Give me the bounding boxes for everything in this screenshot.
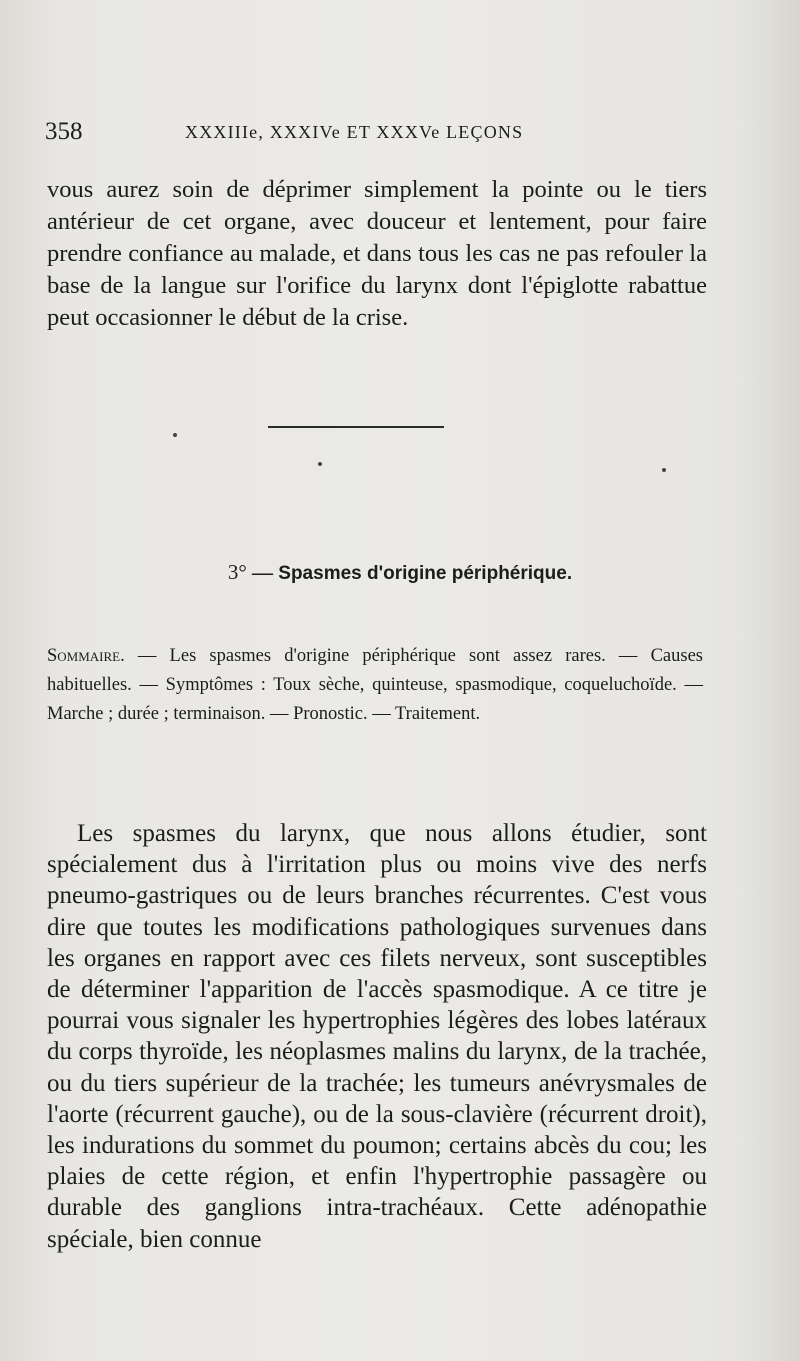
summary-text: — Les spasmes d'origine périphérique sont assez rares. — Causes habituelles. — Symptômes : Toux sèche, quinteuse, spasmodique, coqueluchoïde. — Marche ; durée ; terminaison. — Pronostic. — Traitement. xyxy=(47,646,703,724)
print-speck xyxy=(318,462,322,466)
section-number: 3° xyxy=(227,560,247,584)
main-paragraph: Les spasmes du larynx, que nous allons étudier, sont spécialement dus à l'irritation plus ou moins vive des nerfs pneumo-gastriques ou de leurs branches récurrentes. C'est vous dire que toutes les modifications pathologiques survenues dans les organes en rapport avec ces filets nerveux, sont susceptibles de déterminer l'apparition de l'accès spasmodique. A ce titre je pourrai vous signaler les hypertrophies légères des lobes latéraux du corps thyroïde, les néoplasmes malins du larynx, de la trachée, ou du tiers supérieur de la trachée; les tumeurs anévrysmales de l'aorte (récurrent gauche), ou de la sous-clavière (récurrent droit), les indurations du sommet du poumon; certains abcès du cou; les plaies de cette région, et enfin l'hypertrophie passagère ou durable des ganglions intra-trachéaux. Cette adénopathie spéciale, bien connue xyxy=(47,820,707,1253)
paragraph-continued: vous aurez soin de déprimer simplement la pointe ou le tiers antérieur de cet organe, avec douceur et lentement, pour faire prendre confiance au malade, et dans tous les cas ne pas refouler la base de la langue sur l'orifice du larynx dont l'épiglotte rabattue peut occasionner le début de la crise. xyxy=(47,176,707,331)
page-number: 358 xyxy=(45,118,83,145)
summary-label: Sommaire. xyxy=(47,646,125,666)
section-title: Spasmes d'origine périphérique. xyxy=(278,563,573,584)
print-speck xyxy=(662,468,666,472)
summary-block xyxy=(47,642,703,729)
print-speck xyxy=(173,433,177,437)
running-head: XXXIIIe, XXXIVe ET XXXVe LEÇONS xyxy=(185,122,524,142)
section-heading xyxy=(0,560,800,585)
section-dash: — xyxy=(252,560,274,584)
section-divider xyxy=(268,426,444,428)
page-header xyxy=(45,118,715,152)
